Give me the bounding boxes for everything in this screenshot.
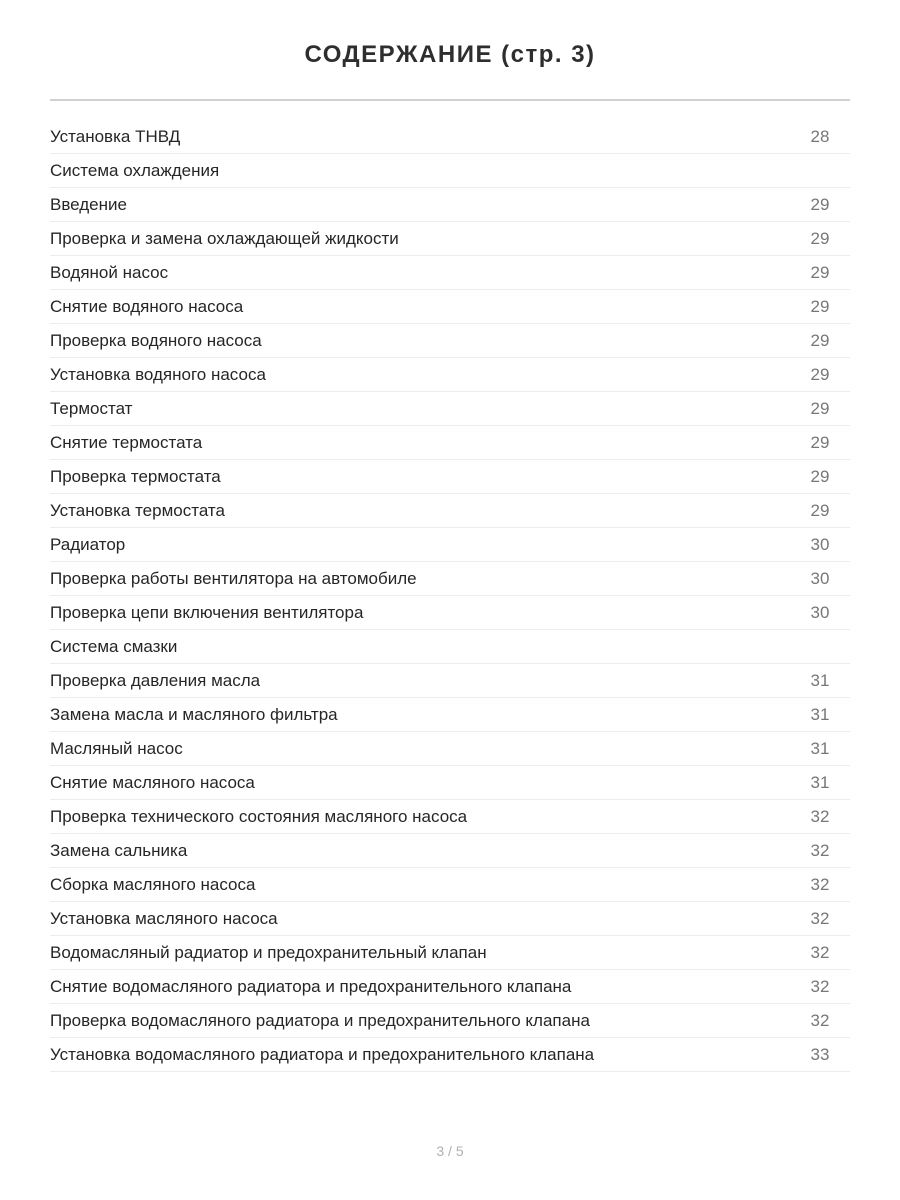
toc-entry[interactable] — [50, 630, 850, 664]
toc-entry-title: Проверка технического состояния масляного насоса — [50, 806, 468, 826]
toc-entry-title: Замена масла и масляного фильтра — [50, 704, 338, 724]
toc-entry[interactable] — [50, 562, 850, 596]
toc-entry-page-number: 30 — [810, 602, 830, 622]
toc-entry[interactable] — [50, 494, 850, 528]
toc-entry-page-number: 29 — [810, 228, 830, 248]
toc-entry-title: Установка масляного насоса — [50, 908, 278, 928]
toc-entry-title: Установка ТНВД — [50, 126, 181, 146]
toc-entry[interactable] — [50, 290, 850, 324]
toc-entry[interactable] — [50, 698, 850, 732]
toc-entry-page-number: 29 — [810, 364, 830, 384]
toc-entry-page-number: 32 — [810, 942, 830, 962]
toc-entry[interactable] — [50, 392, 850, 426]
toc-entry-title: Снятие водомасляного радиатора и предохранительного клапана — [50, 976, 572, 996]
toc-entry-title: Система охлаждения — [50, 160, 220, 180]
toc-entry-page-number: 31 — [810, 772, 830, 792]
toc-entry[interactable] — [50, 766, 850, 800]
toc-entry[interactable] — [50, 222, 850, 256]
toc-entry[interactable] — [50, 664, 850, 698]
toc-entry[interactable] — [50, 120, 850, 154]
toc-entry[interactable] — [50, 256, 850, 290]
toc-entry-page-number: 29 — [810, 466, 830, 486]
toc-entry[interactable] — [50, 528, 850, 562]
toc-entry-title: Водяной насос — [50, 262, 169, 282]
toc-entry[interactable] — [50, 868, 850, 902]
toc-entry-title: Снятие масляного насоса — [50, 772, 255, 792]
toc-entry-title: Водомасляный радиатор и предохранительный клапан — [50, 942, 487, 962]
toc-entry-page-number: 29 — [810, 296, 830, 316]
toc-entry-title: Термостат — [50, 398, 133, 418]
toc-entry-title: Установка водяного насоса — [50, 364, 266, 384]
toc-entry[interactable] — [50, 154, 850, 188]
toc-entry-title: Проверка работы вентилятора на автомобиле — [50, 568, 417, 588]
toc-entry[interactable] — [50, 1004, 850, 1038]
toc-entry-page-number: 31 — [810, 670, 830, 690]
toc-entry-page-number: 32 — [810, 908, 830, 928]
toc-entry-page-number: 31 — [810, 738, 830, 758]
toc-entry[interactable] — [50, 800, 850, 834]
toc-entry[interactable] — [50, 732, 850, 766]
toc-entry-page-number: 33 — [810, 1044, 830, 1064]
toc-entry-title: Проверка водомасляного радиатора и предохранительного клапана — [50, 1010, 590, 1030]
toc-entry[interactable] — [50, 902, 850, 936]
toc-entry-title: Снятие водяного насоса — [50, 296, 244, 316]
toc-entry-title: Введение — [50, 194, 127, 214]
toc-entry-title: Масляный насос — [50, 738, 183, 758]
toc-entry-page-number: 32 — [810, 874, 830, 894]
toc-entry-title: Проверка цепи включения вентилятора — [50, 602, 364, 622]
title-divider — [50, 99, 850, 101]
toc-entry-page-number: 29 — [810, 398, 830, 418]
toc-entry[interactable] — [50, 426, 850, 460]
toc-entry-page-number: 32 — [810, 976, 830, 996]
toc-list — [50, 120, 850, 1072]
toc-entry[interactable] — [50, 460, 850, 494]
toc-entry-title: Замена сальника — [50, 840, 188, 860]
toc-entry[interactable] — [50, 834, 850, 868]
toc-entry-title: Сборка масляного насоса — [50, 874, 256, 894]
toc-entry-page-number: 32 — [810, 806, 830, 826]
page-title: СОДЕРЖАНИЕ (стр. 3) — [304, 41, 596, 68]
toc-entry[interactable] — [50, 188, 850, 222]
toc-entry-page-number: 29 — [810, 500, 830, 520]
toc-entry[interactable] — [50, 936, 850, 970]
toc-entry-page-number: 29 — [810, 262, 830, 282]
toc-entry-page-number: 28 — [810, 126, 830, 146]
toc-entry-title: Проверка и замена охлаждающей жидкости — [50, 228, 399, 248]
toc-entry-title: Проверка термостата — [50, 466, 221, 486]
toc-entry-page-number: 29 — [810, 194, 830, 214]
toc-entry-title: Установка водомасляного радиатора и предохранительного клапана — [50, 1044, 595, 1064]
page-indicator: 3 / 5 — [436, 1143, 464, 1159]
toc-entry-title: Система смазки — [50, 636, 178, 656]
toc-entry[interactable] — [50, 358, 850, 392]
toc-entry-page-number: 32 — [810, 840, 830, 860]
toc-entry-title: Снятие термостата — [50, 432, 203, 452]
toc-entry-page-number: 30 — [810, 534, 830, 554]
toc-entry[interactable] — [50, 970, 850, 1004]
toc-entry-page-number: 29 — [810, 330, 830, 350]
toc-entry-title: Радиатор — [50, 534, 126, 554]
toc-entry-page-number: 31 — [810, 704, 830, 724]
toc-entry[interactable] — [50, 1038, 850, 1072]
toc-entry[interactable] — [50, 596, 850, 630]
toc-entry[interactable] — [50, 324, 850, 358]
toc-entry-page-number: 30 — [810, 568, 830, 588]
toc-entry-page-number: 29 — [810, 432, 830, 452]
toc-entry-title: Проверка водяного насоса — [50, 330, 262, 350]
toc-entry-page-number: 32 — [810, 1010, 830, 1030]
toc-entry-title: Проверка давления масла — [50, 670, 261, 690]
toc-entry-title: Установка термостата — [50, 500, 225, 520]
